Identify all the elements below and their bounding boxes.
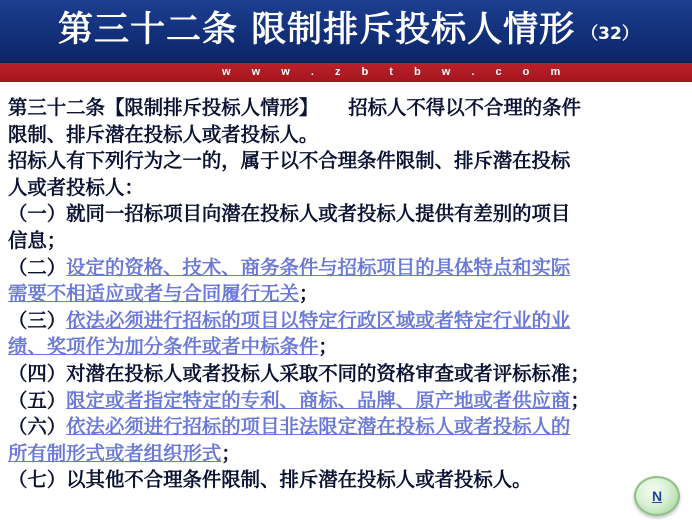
article-heading: 第三十二条【限制排斥投标人情形】: [8, 96, 319, 119]
item-6-line: [0, 414, 692, 441]
item-1-continuation: 信息；: [8, 228, 67, 252]
next-slide-label: N: [651, 488, 663, 504]
item-6-punct: ；: [221, 441, 241, 465]
item-3-number: （三）: [8, 308, 67, 332]
item-3-punct: ；: [318, 335, 338, 359]
item-2-punct: ；: [298, 282, 319, 306]
item-5-number: （五）: [8, 388, 67, 412]
item-6-continuation: [0, 441, 692, 468]
body-line: [0, 95, 692, 122]
body-line: 限制、排斥潜在投标人或者投标人。: [8, 122, 319, 146]
body-line: 人或者投标人：: [8, 175, 144, 199]
item-2-link-cont[interactable]: 需要不相适应或者与合同履行无关: [8, 282, 299, 306]
item-5-line: [0, 388, 692, 415]
article-intro: 招标人不得以不合理的条件: [348, 96, 581, 119]
item-1-line: （一）就同一招标项目向潜在投标人或者投标人提供有差别的项目: [8, 202, 571, 226]
item-6-number: （六）: [8, 415, 67, 439]
item-3-link-cont[interactable]: 绩、奖项作为加分条件或者中标条件: [8, 335, 319, 359]
item-3-continuation: [0, 334, 692, 361]
item-2-line: [0, 255, 692, 282]
item-6-link[interactable]: 依法必须进行招标的项目非法限定潜在投标人或者投标人的: [66, 415, 571, 439]
item-5-link[interactable]: 限定或者指定特定的专利、商标、品牌、原产地或者供应商: [66, 388, 571, 412]
item-7-line: （七）以其他不合理条件限制、排斥潜在投标人或者投标人。: [8, 468, 532, 492]
website-url: w w w . z b t b w . c o m: [222, 66, 570, 78]
item-3-line: [0, 308, 692, 335]
slide-title-text: 第三十二条 限制排斥投标人情形: [58, 10, 576, 50]
next-slide-button[interactable]: [634, 476, 680, 516]
item-3-link[interactable]: 依法必须进行招标的项目以特定行政区域或者特定行业的业: [66, 308, 571, 332]
title-banner: [0, 0, 692, 63]
body-line: 招标人有下列行为之一的，属于以不合理条件限制、排斥潜在投标: [8, 149, 571, 173]
item-2-continuation: [0, 281, 692, 308]
slide-body: [0, 95, 692, 494]
item-4-line: （四）对潜在投标人或者投标人采取不同的资格审查或者评标标准；: [8, 361, 590, 385]
item-5-punct: ；: [570, 388, 590, 412]
slide-number: （32）: [581, 24, 639, 44]
item-2-number: （二）: [8, 255, 67, 279]
slide-title: [58, 8, 639, 58]
item-6-link-cont[interactable]: 所有制形式或者组织形式: [8, 441, 222, 465]
item-2-link[interactable]: 设定的资格、技术、商务条件与招标项目的具体特点和实际: [66, 255, 571, 279]
